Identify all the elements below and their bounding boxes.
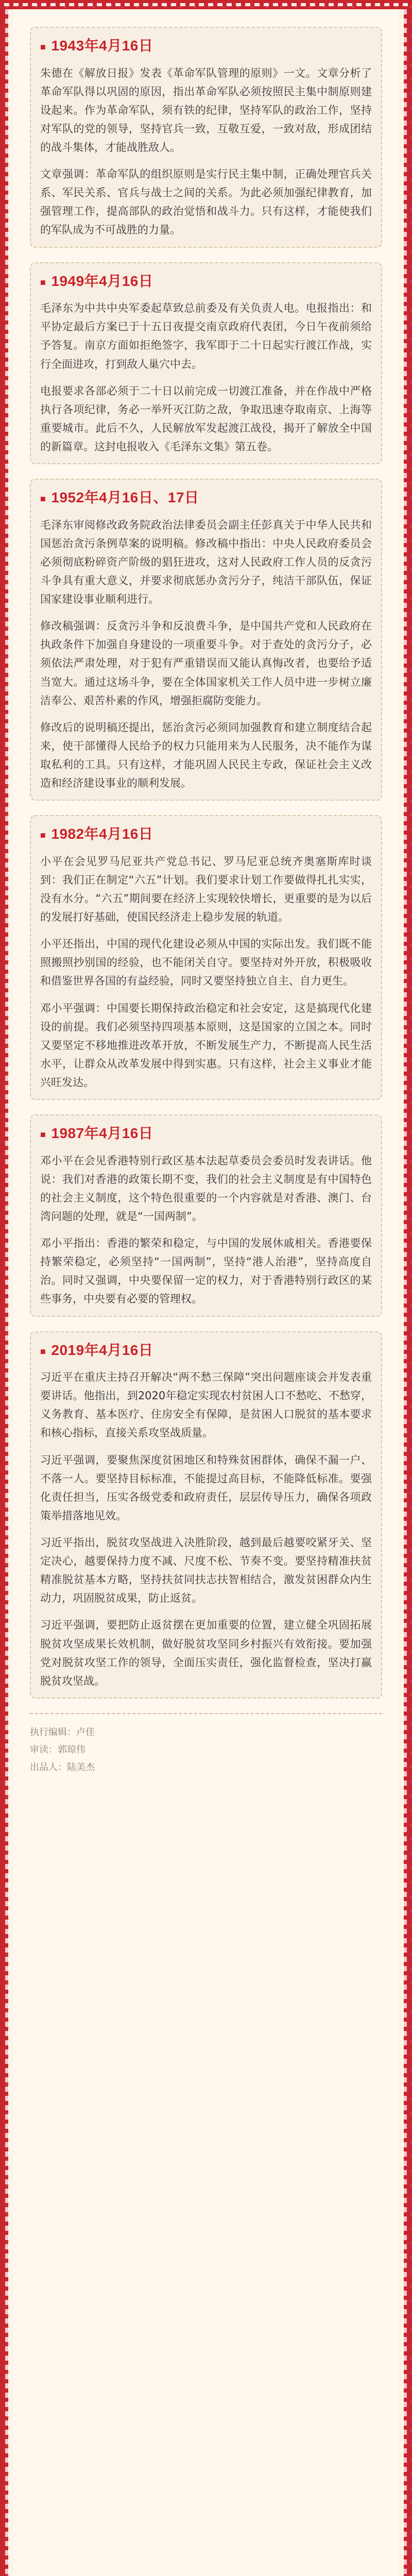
entry-paragraph: 习近平强调，要把防止返贫摆在更加重要的位置，建立健全巩固拓展脱贫攻坚成果长效机制，做好脱贫攻坚同乡村振兴有效衔接。要加强党对脱贫攻坚工作的领导，全面压实责任，强化监督检查，坚决打赢脱贫攻坚战。 bbox=[40, 1619, 372, 1687]
entry-paragraph: 电报要求各部必须于二十日以前完成一切渡江准备，并在作战中严格执行各项纪律，务必一举歼灭江防之敌，争取迅速夺取南京、上海等重要城市。此后不久，人民解放军发起渡江战役，揭开了解放全中国的新篇章。这封电报收入《毛泽东文集》第五卷。 bbox=[40, 384, 372, 453]
entry-paragraph: 习近平在重庆主持召开解决“两不愁三保障”突出问题座谈会并发表重要讲话。他指出，到2020年稳定实现农村贫困人口不愁吃、不愁穿，义务教育、基本医疗、住房安全有保障，是贫困人口脱贫的基本要求和核心指标，直接关系攻坚战质量。 bbox=[40, 1371, 372, 1439]
entry-paragraph: 修改后的说明稿还提出，惩治贪污必须同加强教育和建立制度结合起来，使干部懂得人民给予的权力只能用来为人民服务，决不能作为谋取私利的工具。只有这样，才能巩固人民民主专政，保证社会主义改造和经济建设事业的顺利发展。 bbox=[40, 721, 372, 790]
entry-1943 bbox=[30, 27, 382, 248]
entry-heading: ■ 1949年4月16日 bbox=[40, 273, 372, 290]
entry-paragraph: 邓小平强调：中国要长期保持政治稳定和社会安定，这是搞现代化建设的前提。我们必须坚持四项基本原则，这是国家的立国之本。同时又要坚定不移地推进改革开放，不断发展生产力，不断提高人民生活水平，让群众从改革发展中得到实惠。只有这样，社会主义事业才能兴旺发达。 bbox=[40, 1002, 372, 1089]
entry-paragraph: 朱德在《解放日报》发表《革命军队管理的原则》一文。文章分析了革命军队得以巩固的原因，指出革命军队必须按照民主集中制原则建设起来。作为革命军队，须有铁的纪律，坚持军队的政治工作，坚持对军队的党的领导，坚持官兵一致，互敬互爱，一致对敌，形成团结的战斗集体，才能战胜敌人。 bbox=[40, 66, 372, 154]
entry-heading: ■ 1952年4月16日、17日 bbox=[40, 489, 372, 506]
reviewer-credit: 审读：郭琼伟 bbox=[30, 1744, 85, 1755]
editor-credit: 执行编辑：卢佳 bbox=[30, 1726, 95, 1737]
entry-2019 bbox=[30, 1331, 382, 1699]
entry-heading: ■ 2019年4月16日 bbox=[40, 1342, 372, 1359]
entry-paragraph: 小平在会见罗马尼亚共产党总书记、罗马尼亚总统齐奥塞斯库时谈到：我们正在制定“六五”计划。我们要求计划工作要做得扎扎实实，没有水分。“六五”期间要在经济上实现较快增长，更重要的是为以后的发展打好基础，使国民经济走上稳步发展的轨道。 bbox=[40, 855, 372, 924]
entry-heading: ■ 1987年4月16日 bbox=[40, 1125, 372, 1142]
footer-credits bbox=[30, 1713, 382, 1776]
entry-1987 bbox=[30, 1114, 382, 1316]
entry-paragraph: 小平还指出，中国的现代化建设必须从中国的实际出发。我们既不能照搬照抄别国的经验，也不能闭关自守。要坚持对外开放，积极吸收和借鉴世界各国的有益经验，同时又要坚持独立自主、自力更生。 bbox=[40, 938, 372, 988]
entry-1982 bbox=[30, 815, 382, 1100]
entry-heading: ■ 1943年4月16日 bbox=[40, 37, 372, 55]
entry-paragraph: 毛泽东为中共中央军委起草致总前委及有关负责人电。电报指出：和平协定最后方案已于十五日夜提交南京政府代表团，今日午夜前须给予答复。南京方面如拒绝签字，我军即于二十日起实行渡江作战，实行全面进攻，打到敌人巢穴中去。 bbox=[40, 302, 372, 370]
entry-heading: ■ 1982年4月16日 bbox=[40, 825, 372, 843]
entry-paragraph: 文章强调：革命军队的组织原则是实行民主集中制，正确处理官兵关系、军民关系、官兵与战士之间的关系。为此必须加强纪律教育，加强管理工作，提高部队的政治觉悟和战斗力。只有这样，才能使我们的军队成为不可战胜的力量。 bbox=[40, 168, 372, 236]
director-credit: 出品人：陆美杰 bbox=[30, 1762, 95, 1773]
entry-paragraph: 习近平强调，要聚焦深度贫困地区和特殊贫困群体，确保不漏一户、不落一人。要坚持目标标准，不能提过高目标，不能降低标准。要强化责任担当，压实各级党委和政府责任，层层传导压力，确保各项政策举措落地见效。 bbox=[40, 1453, 372, 1522]
entry-paragraph: 邓小平在会见香港特别行政区基本法起草委员会委员时发表讲话。他说：我们对香港的政策长期不变，我们的社会主义制度是有中国特色的社会主义制度，这个特色很重要的一个内容就是对香港、澳门、台湾问题的处理，就是“一国两制”。 bbox=[40, 1154, 372, 1223]
entry-paragraph: 毛泽东审阅修改政务院政治法律委员会副主任彭真关于中华人民共和国惩治贪污条例草案的说明稿。修改稿中指出：中央人民政府委员会必须彻底粉碎资产阶级的猖狂进攻，这对人民政府工作人员的反贪污斗争具有重大意义，并要求彻底惩办贪污分子，纯洁干部队伍，保证国家建设事业顺利进行。 bbox=[40, 518, 372, 606]
entry-paragraph: 习近平指出，脱贫攻坚战进入决胜阶段，越到最后越要咬紧牙关、坚定决心，越要保持力度不减、尺度不松、节奏不变。要坚持精准扶贫精准脱贫基本方略，坚持扶贫同扶志扶智相结合，激发贫困群众内生动力，巩固脱贫成果，防止返贫。 bbox=[40, 1536, 372, 1605]
entry-1952 bbox=[30, 479, 382, 801]
entry-paragraph: 修改稿强调：反贪污斗争和反浪费斗争，是中国共产党和人民政府在执政条件下加强自身建设的一项重要斗争。对于查处的贪污分子，必须依法严肃处理，对于犯有严重错误而又能认真悔改者，也要给予适当宽大。通过这场斗争，要在全体国家机关工作人员中进一步树立廉洁奉公、艰苦朴素的作风，增强拒腐防变能力。 bbox=[40, 620, 372, 707]
entry-1949 bbox=[30, 262, 382, 464]
document-paper bbox=[8, 9, 404, 2576]
entry-paragraph: 邓小平指出：香港的繁荣和稳定，与中国的发展休戚相关。香港要保持繁荣稳定，必须坚持“一国两制”，坚持“港人治港”，坚持高度自治。同时又强调，中央要保留一定的权力，对于香港特别行政区的某些事务，中央要有必要的管理权。 bbox=[40, 1237, 372, 1306]
